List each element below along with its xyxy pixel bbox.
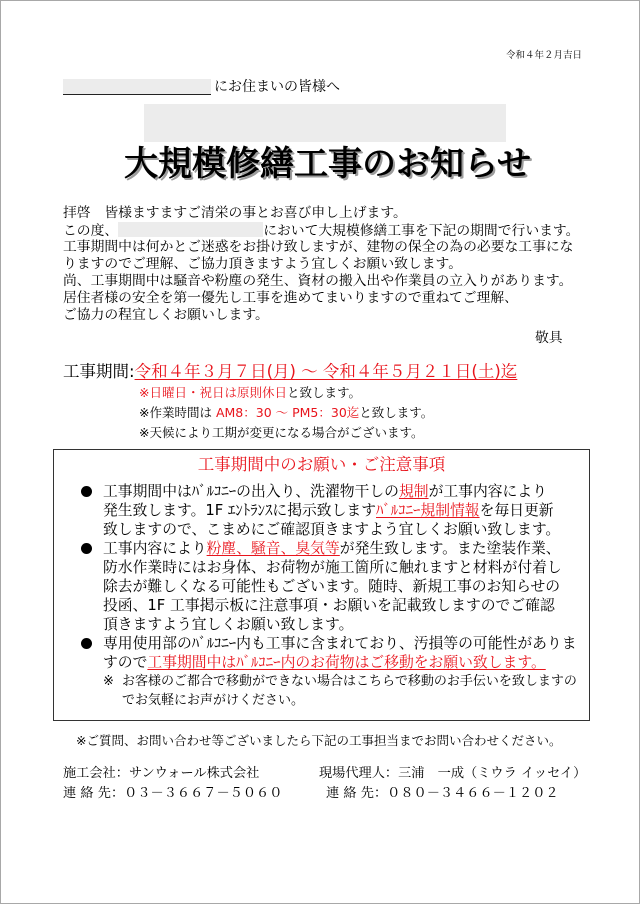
- holiday-note: [139, 383, 433, 403]
- list-item-line: 致しますので、こまめにご確認頂きますよう宜しくお願い致します。: [103, 521, 561, 538]
- bullet-icon: [81, 486, 92, 497]
- footnote-line: [103, 672, 577, 691]
- footnote-text: お客様のご都合で移動ができない場合はこちらで移動のお手伝いを致しますの: [122, 674, 577, 689]
- site-agent-phone-value: ０８０－３４６６－１２０２: [387, 786, 559, 801]
- letter-intro-prefix: この度、: [63, 223, 119, 239]
- list-highlight: 粉塵、騒音、臭気等: [206, 540, 340, 557]
- notice-list: [103, 482, 577, 710]
- period-label: 工事期間:: [63, 362, 135, 381]
- letter-line: 居住者様の安全を第一優先し工事を進めてまいりますので重ねてご理解、: [63, 290, 518, 306]
- contractor-value: サンウォール株式会社: [128, 766, 260, 781]
- list-highlight: ﾊﾞﾙｺﾆｰ規制情報: [376, 502, 480, 519]
- letter-closing: 敬具: [535, 330, 563, 346]
- letter-opening: 拝啓 皆様ますますご清栄の事とお喜び申し上げます。: [63, 205, 407, 221]
- notice-box-title: 工事期間中のお願い・ご注意事項: [197, 455, 446, 474]
- list-text: 工事期間中はﾊﾞﾙｺﾆｰの出入り、洗濯物干しの: [103, 483, 399, 500]
- addressee-suffix: にお住まいの皆様へ: [214, 79, 340, 95]
- letter-body: [63, 205, 579, 324]
- site-agent-name: [319, 765, 586, 783]
- redacted-block: [144, 104, 506, 142]
- list-text: 発生致します。1F ｴﾝﾄﾗﾝｽに掲示致します: [103, 502, 376, 519]
- page-title: 大規模修繕工事のお知らせ: [124, 144, 531, 184]
- list-text: を毎日更新: [479, 502, 554, 519]
- site-agent-phone-label: 連 絡 先：: [326, 786, 388, 801]
- notice-box: [53, 449, 590, 721]
- holiday-note-highlight: ※日曜日・祝日は原則休日: [139, 385, 287, 400]
- redacted-address-field: [63, 79, 211, 95]
- site-agent-value: 三浦 一成（ミウラ イッセイ）: [398, 766, 587, 781]
- letter-line: りますのでご理解、ご協力頂きますよう宜しくお願い致します。: [63, 256, 463, 272]
- letter-line: 尚、工事期間中は騒音や粉塵の発生、資材の搬入出や作業員の立入りがあります。: [63, 273, 573, 289]
- list-item-line: [103, 653, 577, 672]
- schedule-notes: [139, 383, 433, 443]
- list-text: が工事内容により: [428, 483, 547, 500]
- site-agent-phone: [326, 785, 559, 803]
- list-item: [103, 539, 577, 558]
- letter-intro: [63, 222, 579, 239]
- list-highlight: 工事期間中はﾊﾞﾙｺﾆｰ内のお荷物はご移動をお願い致します。: [147, 654, 546, 671]
- hours-note-rest: と致します。: [359, 405, 434, 420]
- contractor-label: 施工会社：: [63, 766, 129, 781]
- footnote-line: でお気軽にお声がけください。: [122, 693, 305, 708]
- list-item-line: [103, 501, 577, 520]
- contractor-phone-value: ０３－３６６７－５０６０: [124, 786, 283, 801]
- letter-intro-suffix: において大規模修繕工事を下記の期間で行います。: [263, 223, 580, 239]
- weather-note: ※天候により工期が変更になる場合がございます。: [139, 425, 424, 440]
- site-agent-label: 現場代理人：: [319, 766, 399, 781]
- list-text: が発生致します。また塗装作業、: [339, 540, 561, 557]
- contractor-phone-label: 連 絡 先：: [63, 786, 125, 801]
- letter-line: 工事期間中は何かとご迷惑をお掛け致しますが、建物の保全の為の必要な工事にな: [63, 239, 574, 255]
- footnote-mark: ※: [103, 674, 114, 689]
- list-item: [103, 482, 577, 501]
- list-highlight: 規制: [398, 483, 429, 500]
- list-text: 専用使用部のﾊﾞﾙｺﾆｰ内も工事に含まれており、汚損等の可能性がありま: [103, 635, 577, 652]
- holiday-note-rest: と致します。: [286, 385, 361, 400]
- contact-note: ※ご質問、お問い合わせ等ございましたら下記の工事担当までお問い合わせください。: [76, 733, 562, 748]
- bullet-icon: [81, 638, 92, 649]
- redacted-building-name: [118, 222, 263, 237]
- bullet-icon: [81, 543, 92, 554]
- list-item-line: 投函、1F 工事掲示板に注意事項・お願いを記載致しますのでご確認: [103, 597, 555, 614]
- period-dates: 令和４年３月７日(月) ～ 令和４年５月２１日(土)迄: [134, 362, 518, 381]
- hours-note-prefix: ※作業時間は: [139, 405, 216, 420]
- construction-period: [63, 361, 517, 383]
- hours-note-highlight: AM8：30 ～ PM5：30迄: [215, 405, 360, 420]
- list-item-line: 除去が難しくなる可能性もございます。随時、新規工事のお知らせの: [103, 578, 561, 595]
- list-text: すので: [103, 654, 148, 671]
- letter-line: ご協力の程宜しくお願いします。: [63, 307, 269, 323]
- contractor-name: [63, 765, 259, 783]
- list-item-line: 頂きますよう宜しくお願い致します。: [103, 616, 354, 633]
- contractor-phone: [63, 785, 282, 803]
- issue-date: 令和４年２月吉日: [506, 50, 583, 61]
- list-item-line: 防水作業時にはお身体、お荷物が施工箇所に触れますと材料が付着し: [103, 559, 562, 576]
- list-text: 工事内容により: [103, 540, 207, 557]
- hours-note: [139, 403, 433, 423]
- list-item: [103, 634, 577, 653]
